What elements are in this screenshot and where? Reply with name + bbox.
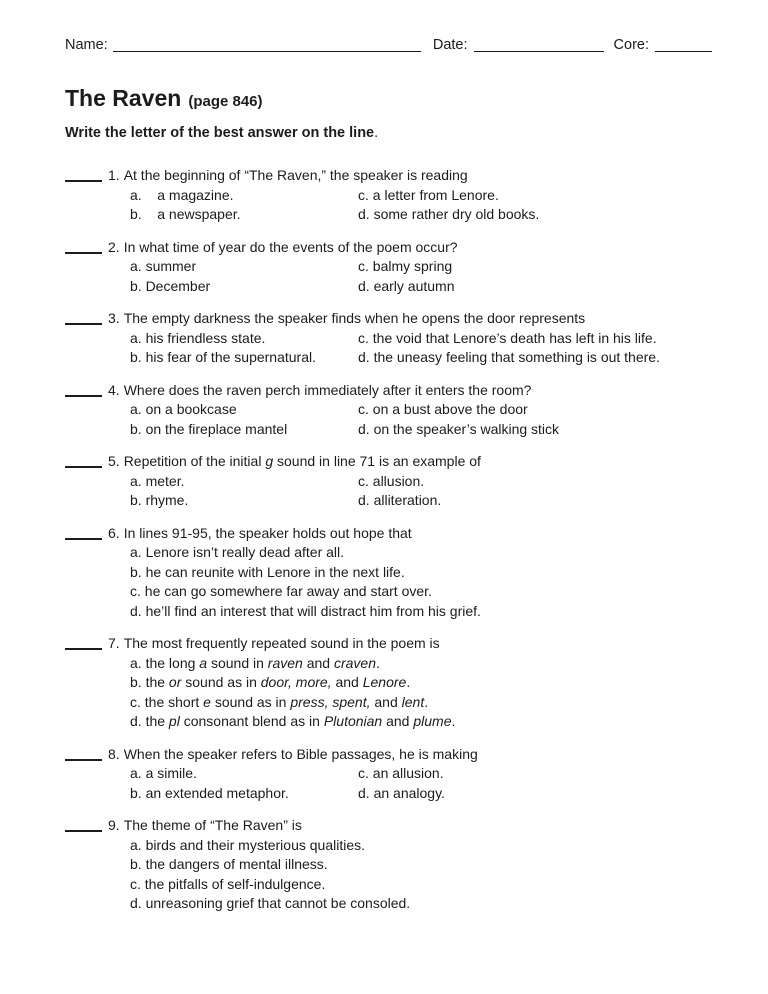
question-text: In lines 91-95, the speaker holds out hope that <box>123 524 412 541</box>
question-2-prompt-line <box>65 238 712 258</box>
question-9 <box>65 816 712 914</box>
question-text: Where does the raven perch immediately after it enters the room? <box>123 381 532 398</box>
option-d: d. on the speaker’s walking stick <box>358 420 560 437</box>
option-b: b. the dangers of mental illness. <box>130 856 328 872</box>
date-label: Date: <box>432 37 468 53</box>
title-text: The Raven <box>65 84 182 111</box>
option-b: b. his fear of the supernatural. <box>130 349 316 365</box>
option-b: b. the or sound as in door, more, and Lenore. <box>130 674 411 690</box>
question-text: When the speaker refers to Bible passages, he is making <box>123 745 478 762</box>
question-list <box>65 166 712 914</box>
question-number: 8. <box>108 745 120 762</box>
question-number: 3. <box>108 310 120 326</box>
answer-blank-line <box>65 747 102 761</box>
date-blank-line <box>474 39 604 52</box>
question-7 <box>65 634 712 732</box>
question-text: The empty darkness the speaker finds when he opens the door represents <box>123 310 586 326</box>
header-fill-in-row <box>65 36 712 56</box>
option-a: a. the long a sound in raven and craven. <box>130 654 380 671</box>
option-d: d. alliteration. <box>358 492 442 508</box>
question-6-prompt-line <box>65 524 712 544</box>
option-c: c. a letter from Lenore. <box>358 186 499 203</box>
option-b: b. a newspaper. <box>130 206 241 222</box>
option-c: c. balmy spring <box>358 258 453 274</box>
option-b: b. on the fireplace mantel <box>130 420 288 437</box>
question-text: In what time of year do the events of the poem occur? <box>123 238 458 255</box>
question-9-prompt-line <box>65 816 712 836</box>
question-4 <box>65 381 712 440</box>
question-number: 6. <box>108 524 120 541</box>
option-b: b. December <box>130 277 211 294</box>
option-a: a. a magazine. <box>130 186 234 203</box>
option-c: c. the pitfalls of self-indulgence. <box>130 875 326 892</box>
question-number: 4. <box>108 381 120 398</box>
option-b: b. an extended metaphor. <box>130 784 289 801</box>
option-a: a. birds and their mysterious qualities. <box>130 836 365 853</box>
question-number: 9. <box>108 817 120 833</box>
name-label: Name: <box>65 37 108 53</box>
core-label: Core: <box>613 37 649 53</box>
question-number: 5. <box>108 453 120 469</box>
answer-blank-line <box>65 818 102 832</box>
question-text: The most frequently repeated sound in the poem is <box>123 635 440 651</box>
option-a: a. Lenore isn’t really dead after all. <box>130 544 345 560</box>
question-3-options <box>130 329 712 368</box>
question-text: Repetition of the initial g sound in line 71 is an example of <box>123 453 481 469</box>
question-1 <box>65 166 712 225</box>
question-number: 1. <box>108 167 120 183</box>
option-b: b. he can reunite with Lenore in the next life. <box>130 563 405 580</box>
question-5-prompt-line <box>65 452 712 472</box>
option-c: c. allusion. <box>358 472 425 489</box>
question-6 <box>65 524 712 622</box>
answer-blank-line <box>65 454 102 468</box>
question-8-options <box>130 764 712 803</box>
answer-blank-line <box>65 311 102 325</box>
instructions-line <box>65 124 712 144</box>
answer-blank-line <box>65 383 102 397</box>
answer-blank-line <box>65 168 102 182</box>
question-1-options <box>130 186 712 225</box>
option-d: d. the uneasy feeling that something is out there. <box>358 349 660 365</box>
option-a: a. on a bookcase <box>130 401 237 417</box>
name-blank-line <box>113 39 421 52</box>
option-c: c. the void that Lenore’s death has left in his life. <box>358 329 657 346</box>
question-6-options <box>130 543 712 621</box>
question-7-prompt-line <box>65 634 712 654</box>
option-a: a. summer <box>130 258 197 274</box>
option-a: a. his friendless state. <box>130 329 266 346</box>
question-4-options <box>130 400 712 439</box>
instructions-period: . <box>374 124 379 141</box>
option-d: d. an analogy. <box>358 784 445 801</box>
core-blank-line <box>655 39 712 52</box>
instructions-text: Write the letter of the best answer on the line <box>65 124 375 141</box>
option-a: a. meter. <box>130 472 185 489</box>
question-number: 2. <box>108 238 120 255</box>
question-8 <box>65 745 712 804</box>
option-c: c. on a bust above the door <box>358 401 528 417</box>
option-d: d. he’ll find an interest that will distract him from his grief. <box>130 602 481 619</box>
option-b: b. rhyme. <box>130 492 189 508</box>
question-4-prompt-line <box>65 381 712 401</box>
question-3-prompt-line <box>65 309 712 329</box>
question-9-options <box>130 836 712 914</box>
question-5-options <box>130 472 712 511</box>
question-8-prompt-line <box>65 745 712 765</box>
question-7-options <box>130 654 712 732</box>
title-page-reference: (page 846) <box>188 92 263 110</box>
option-c: c. an allusion. <box>358 765 444 781</box>
question-1-prompt-line <box>65 166 712 186</box>
option-c: c. the short e sound as in press, spent, and lent. <box>130 693 429 710</box>
option-d: d. unreasoning grief that cannot be consoled. <box>130 895 411 911</box>
option-a: a. a simile. <box>130 765 197 781</box>
question-text: At the beginning of “The Raven,” the speaker is reading <box>123 167 468 183</box>
question-5 <box>65 452 712 511</box>
question-number: 7. <box>108 635 120 651</box>
option-c: c. he can go somewhere far away and start over. <box>130 583 432 599</box>
question-2 <box>65 238 712 297</box>
answer-blank-line <box>65 636 102 650</box>
option-d: d. some rather dry old books. <box>358 206 540 222</box>
question-2-options <box>130 257 712 296</box>
answer-blank-line <box>65 526 102 540</box>
option-d: d. early autumn <box>358 277 455 294</box>
answer-blank-line <box>65 240 102 254</box>
option-d: d. the pl consonant blend as in Plutonian and plume. <box>130 713 456 729</box>
question-text: The theme of “The Raven” is <box>123 817 302 833</box>
page-title <box>65 85 712 115</box>
question-3 <box>65 309 712 368</box>
